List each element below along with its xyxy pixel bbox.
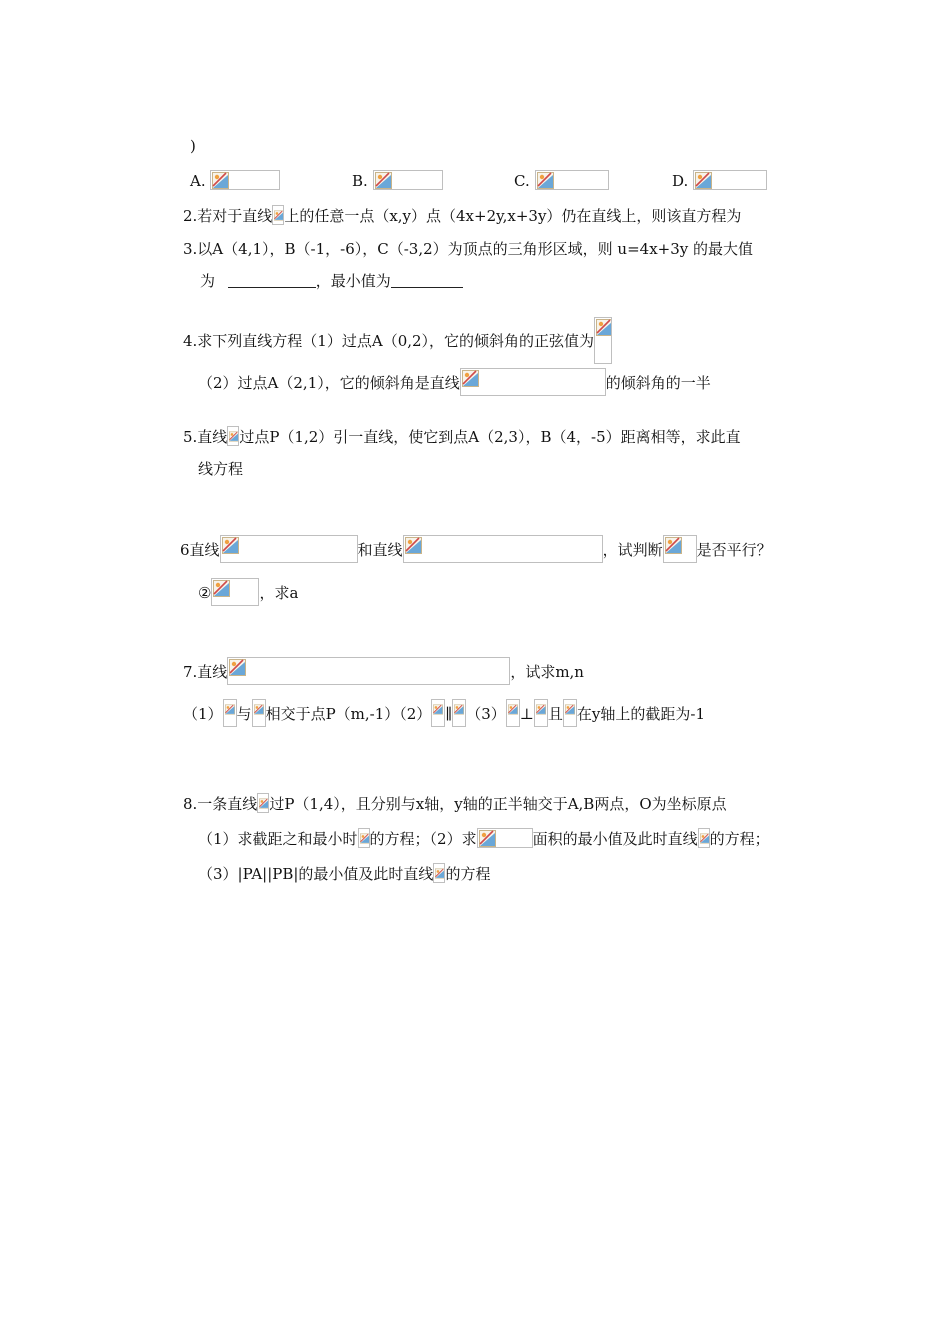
question-4-line-2 bbox=[198, 368, 711, 396]
option-a-formula-image bbox=[210, 170, 280, 190]
q3-label-max: 为 bbox=[200, 272, 216, 290]
broken-image-icon bbox=[229, 428, 239, 445]
q4-line2-text-a: （2）过点A（2,1），它的倾斜角是直线 bbox=[198, 374, 460, 392]
question-7-line-1 bbox=[183, 657, 584, 685]
q2-prefix: 2.若对于直线 bbox=[183, 207, 273, 225]
paren-close: ) bbox=[190, 137, 196, 155]
option-b-label: B. bbox=[352, 172, 368, 190]
q7-part1: （1） bbox=[183, 705, 223, 723]
q8-line-image-4 bbox=[433, 863, 445, 883]
q8-line-image-2 bbox=[358, 828, 370, 848]
broken-image-icon bbox=[565, 701, 575, 718]
broken-image-icon bbox=[665, 537, 682, 554]
q7-part3: （3） bbox=[466, 705, 506, 723]
question-4-line-1 bbox=[183, 317, 612, 364]
q7-l2-image bbox=[252, 699, 266, 727]
q8-text-b: 过P（1,4），且分别与x轴，y轴的正半轴交于A,B两点，O为坐标原点 bbox=[269, 795, 727, 813]
q6-text-f: ，求a bbox=[259, 584, 299, 602]
question-5-line-1 bbox=[183, 426, 741, 447]
broken-image-icon bbox=[435, 865, 445, 882]
broken-image-icon bbox=[225, 701, 235, 718]
q7-and-2: 且 bbox=[547, 705, 563, 723]
q6-perpendicular-image bbox=[211, 578, 259, 606]
q8-text-g: （3）|PA||PB|的最小值及此时直线 bbox=[198, 865, 434, 883]
broken-image-icon bbox=[433, 701, 443, 718]
q6-condition-image bbox=[663, 535, 697, 563]
q6-text-b: 和直线 bbox=[357, 541, 403, 559]
question-5-line-2: 线方程 bbox=[198, 460, 244, 478]
q4-sine-image bbox=[594, 317, 612, 364]
broken-image-icon bbox=[537, 172, 554, 189]
q8-text-e: 面积的最小值及此时直线 bbox=[532, 830, 698, 848]
question-6-line-2 bbox=[198, 578, 298, 606]
option-c[interactable] bbox=[514, 170, 609, 191]
broken-image-icon bbox=[508, 701, 518, 718]
q6-text-c: ，试判断 bbox=[602, 541, 663, 559]
q8-text-d: 的方程；（2）求 bbox=[369, 830, 477, 848]
q3-max-blank[interactable] bbox=[228, 271, 316, 288]
broken-image-icon bbox=[259, 795, 269, 812]
broken-image-icon bbox=[222, 537, 239, 554]
q7-parallel: ∥ bbox=[445, 705, 453, 723]
q4-line1-text: 4.求下列直线方程（1）过点A（0,2），它的倾斜角的正弦值为 bbox=[183, 332, 595, 350]
q7-l2-image-3 bbox=[534, 699, 548, 727]
q7-and: 与 bbox=[236, 705, 252, 723]
option-a[interactable] bbox=[190, 170, 280, 191]
q7-part1-rest: 相交于点P（m,-1）（2） bbox=[265, 705, 432, 723]
q7-perp: ⊥ bbox=[519, 705, 534, 723]
q6-line2-image bbox=[403, 535, 603, 563]
option-d[interactable] bbox=[672, 170, 767, 191]
broken-image-icon bbox=[479, 830, 496, 847]
question-8-line-2 bbox=[198, 828, 770, 849]
broken-image-icon bbox=[536, 701, 546, 718]
broken-image-icon bbox=[375, 172, 392, 189]
question-2 bbox=[183, 205, 741, 226]
q6-text-e: ② bbox=[198, 584, 212, 602]
q3-label-min: ，最小值为 bbox=[315, 272, 391, 290]
q8-text-a: 8.一条直线 bbox=[183, 795, 258, 813]
broken-image-icon bbox=[212, 172, 229, 189]
q7-l1-image bbox=[223, 699, 237, 727]
broken-image-icon bbox=[254, 701, 264, 718]
q7-lines-image bbox=[227, 657, 510, 685]
q8-text-f: 的方程； bbox=[709, 830, 770, 848]
broken-image-icon bbox=[700, 830, 710, 847]
q8-text-h: 的方程 bbox=[445, 865, 491, 883]
q7-text-a: 7.直线 bbox=[183, 663, 228, 681]
question-7-line-2 bbox=[183, 699, 705, 727]
q2-suffix: 上的任意一点（x,y）点（4x+2y,x+3y）仍在直线上，则该直方程为 bbox=[284, 207, 742, 225]
broken-image-icon bbox=[274, 207, 284, 224]
q7-l1-image-4 bbox=[563, 699, 577, 727]
broken-image-icon bbox=[695, 172, 712, 189]
question-3-line-2 bbox=[200, 271, 463, 291]
broken-image-icon bbox=[213, 580, 230, 597]
broken-image-icon bbox=[596, 319, 612, 336]
q5-line-image bbox=[227, 426, 239, 446]
option-a-label: A. bbox=[190, 172, 206, 190]
q8-line-image bbox=[257, 793, 269, 813]
q6-text-d: 是否平行？ bbox=[696, 541, 772, 559]
option-c-formula-image bbox=[535, 170, 609, 190]
q7-l1-image-2 bbox=[431, 699, 445, 727]
q7-l2-image-2 bbox=[452, 699, 466, 727]
q2-line-image bbox=[272, 205, 284, 225]
q5-text-b: 过点P（1,2）引一直线，使它到点A（2,3），B（4，-5）距离相等，求此直 bbox=[239, 428, 741, 446]
question-8-line-3 bbox=[198, 863, 490, 884]
q6-line1-image bbox=[220, 535, 358, 563]
broken-image-icon bbox=[454, 701, 464, 718]
q8-text-c: （1）求截距之和最小时 bbox=[198, 830, 358, 848]
q7-intercept: 在y轴上的截距为-1 bbox=[576, 705, 706, 723]
question-6-line-1 bbox=[180, 535, 772, 563]
question-3-line-1: 3.以A（4,1），B（-1，-6），C（-3,2）为顶点的三角形区域，则 u=4x+3y 的最大值 bbox=[183, 240, 754, 258]
q4-line-equation-image bbox=[460, 368, 606, 396]
option-d-formula-image bbox=[693, 170, 767, 190]
q5-text-a: 5.直线 bbox=[183, 428, 228, 446]
option-b-formula-image bbox=[373, 170, 443, 190]
question-8-line-1 bbox=[183, 793, 727, 814]
broken-image-icon bbox=[462, 370, 479, 387]
option-d-label: D. bbox=[672, 172, 689, 190]
option-b[interactable] bbox=[352, 170, 443, 191]
option-c-label: C. bbox=[514, 172, 530, 190]
broken-image-icon bbox=[229, 659, 246, 676]
q8-line-image-3 bbox=[698, 828, 710, 848]
q8-triangle-image bbox=[477, 828, 533, 848]
q7-text-b: ，试求m,n bbox=[510, 663, 584, 681]
q7-l1-image-3 bbox=[506, 699, 520, 727]
broken-image-icon bbox=[360, 830, 370, 847]
q6-text-a: 6直线 bbox=[180, 541, 220, 559]
broken-image-icon bbox=[405, 537, 422, 554]
q4-line2-text-b: 的倾斜角的一半 bbox=[605, 374, 711, 392]
q3-min-blank[interactable] bbox=[391, 271, 463, 288]
